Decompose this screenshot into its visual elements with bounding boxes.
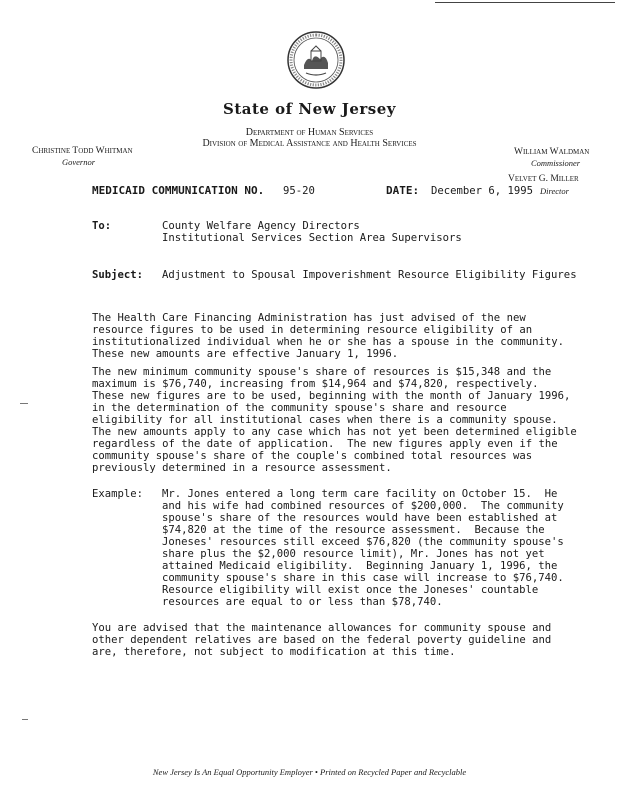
to-label: To: <box>92 220 112 232</box>
state-seal-icon <box>286 29 346 91</box>
text-line: and his wife had combined resources of $200,000. The community <box>162 500 564 512</box>
subject-text: Adjustment to Spousal Impoverishment Resource Eligibility Figures <box>162 269 577 281</box>
addressee-line: County Welfare Agency Directors <box>162 220 360 232</box>
text-line: share plus the $2,000 resource limit), Mr. Jones has not yet <box>162 548 545 560</box>
governor-title: Governor <box>62 157 96 167</box>
text-line: eligibility for all institutional cases when there is a community spouse. <box>92 414 558 426</box>
paragraph-closing <box>92 622 572 658</box>
text-line: Resource eligibility will exist once the Joneses' countable <box>162 584 539 596</box>
director-name: Velvet G. Miller <box>508 174 579 184</box>
text-line: You are advised that the maintenance allowances for community spouse and <box>92 622 552 634</box>
text-line: spouse's share of the resources would have been established at <box>162 512 558 524</box>
text-line: These new amounts are effective January 1, 1996. <box>92 348 399 360</box>
department-name: Department of Human Services <box>245 127 374 138</box>
subject-label: Subject: <box>92 269 144 281</box>
date-value: December 6, 1995 <box>431 185 534 197</box>
text-line: attained Medicaid eligibility. Beginning January 1, 1996, the <box>162 560 558 572</box>
state-title: State of New Jersey <box>223 100 396 118</box>
example-text <box>162 488 564 608</box>
commissioner-name: William Waldman <box>514 147 590 157</box>
top-rule <box>435 2 615 3</box>
text-line: institutionalized individual when he or she has a spouse in the community. <box>92 336 564 348</box>
text-line: community spouse's share in this case will increase to $76,740. <box>162 572 564 584</box>
text-line: The new minimum community spouse's share of resources is $15,348 and the <box>92 366 552 378</box>
text-line: regardless of the date of application. The new figures apply even if the <box>92 438 558 450</box>
text-line: are, therefore, not subject to modification at this time. <box>92 646 456 658</box>
director-title: Director <box>540 186 569 196</box>
addressee-line: Institutional Services Section Area Supervisors <box>162 232 462 244</box>
margin-mark <box>20 403 28 404</box>
division-name: Division of Medical Assistance and Health Services <box>202 138 417 149</box>
text-line: $74,820 at the time of the resource assessment. Because the <box>162 524 545 536</box>
governor-name: Christine Todd Whitman <box>32 146 133 156</box>
text-line: community spouse's share of the couple's combined total resources was <box>92 450 533 462</box>
date-label: DATE: <box>386 184 420 197</box>
commissioner-title: Commissioner <box>531 158 581 168</box>
text-line: previously determined in a resource assessment. <box>92 462 392 474</box>
text-line: These new figures are to be used, beginning with the month of January 1996, <box>92 390 571 402</box>
example-label: Example: <box>92 488 144 500</box>
text-line: maximum is $76,740, increasing from $14,964 and $74,820, respectively. <box>92 378 539 390</box>
text-line: The new amounts apply to any case which has not yet been determined eligible <box>92 426 577 438</box>
footer-text: New Jersey Is An Equal Opportunity Employer • Printed on Recycled Paper and Recyclable <box>152 767 467 777</box>
text-line: Mr. Jones entered a long term care facility on October 15. He <box>162 488 558 500</box>
text-line: resources are equal to or less than $78,740. <box>162 596 443 608</box>
text-line: in the determination of the community spouse's share and resource <box>92 402 507 414</box>
text-line: resource figures to be used in determining resource eligibility of an <box>92 324 533 336</box>
text-line: other dependent relatives are based on the federal poverty guideline and <box>92 634 552 646</box>
communication-number: 95-20 <box>283 185 315 197</box>
text-line: Joneses' resources still exceed $76,820 (the community spouse's <box>162 536 564 548</box>
margin-mark <box>22 719 28 720</box>
communication-label: MEDICAID COMMUNICATION NO. <box>92 184 265 197</box>
paragraph-figures <box>92 366 577 474</box>
paragraph-intro <box>92 312 572 360</box>
text-line: The Health Care Financing Administration has just advised of the new <box>92 312 526 324</box>
